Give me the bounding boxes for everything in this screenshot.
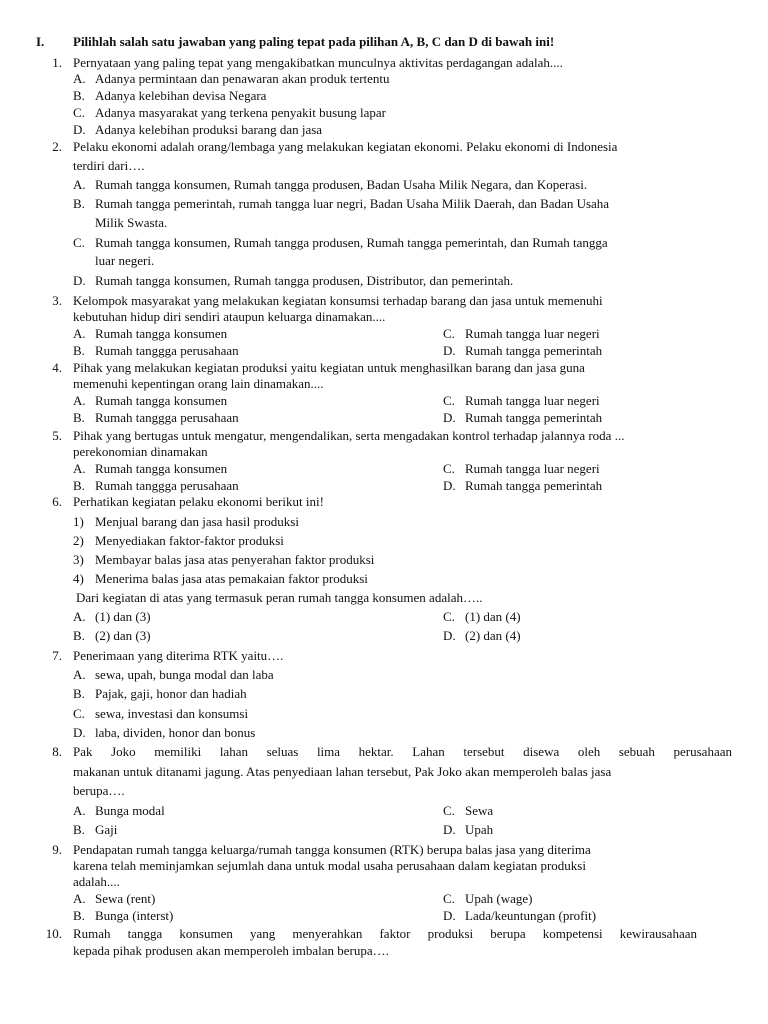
option-letter: A. <box>73 609 86 624</box>
list-item-number: 2) <box>73 533 84 548</box>
question-number: 2. <box>52 139 62 154</box>
option-text: Upah <box>465 822 494 837</box>
option-letter: B. <box>73 686 85 701</box>
question-text: Penerimaan yang diterima RTK yaitu…. <box>73 648 284 663</box>
list-item-text: Membayar balas jasa atas penyerahan faktor produksi <box>95 552 375 567</box>
list-item-number: 1) <box>73 514 84 529</box>
option-text-cont: Milik Swasta. <box>95 215 168 230</box>
option-a <box>73 667 274 683</box>
list-item-number: 4) <box>73 571 84 586</box>
option-b <box>73 478 239 494</box>
option-letter: C. <box>73 706 85 721</box>
option-text: Rumah tangga luar negeri <box>465 461 600 476</box>
option-text: Bunga modal <box>95 803 165 818</box>
question-number: 7. <box>52 648 62 663</box>
question-text-cont: perekonomian dinamakan <box>73 444 208 459</box>
question-prompt: Dari kegiatan di atas yang termasuk peran rumah tangga konsumen adalah….. <box>76 590 483 605</box>
option-letter: C. <box>443 803 455 818</box>
option-text: Rumah tangga pemerintah <box>465 478 603 493</box>
option-letter: C. <box>443 609 455 624</box>
option-d <box>443 478 602 494</box>
option-text: Rumah tangga pemerintah <box>465 410 603 425</box>
option-letter: B. <box>73 88 85 103</box>
option-letter: D. <box>443 343 456 358</box>
question-text: Perhatikan kegiatan pelaku ekonomi berikut ini! <box>73 494 324 509</box>
option-letter: C. <box>443 393 455 408</box>
option-letter: A. <box>73 326 86 341</box>
option-d <box>443 822 493 838</box>
option-c <box>73 235 608 251</box>
option-b <box>73 628 151 644</box>
option-d <box>73 725 255 741</box>
option-b <box>73 822 117 838</box>
option-text: Adanya permintaan dan penawaran akan produk tertentu <box>95 71 390 86</box>
option-text: Gaji <box>95 822 118 837</box>
question-text-cont: memenuhi kepentingan orang lain dinamakan.... <box>73 376 324 391</box>
question-text-cont: kebutuhan hidup diri sendiri ataupun keluarga dinamakan.... <box>73 309 386 324</box>
option-text: Sewa <box>465 803 494 818</box>
question-text-cont: kepada pihak produsen akan memperoleh imbalan berupa…. <box>73 943 389 958</box>
option-letter: C. <box>73 235 85 250</box>
question-number: 9. <box>52 842 62 857</box>
option-text: (2) dan (3) <box>95 628 151 643</box>
list-item <box>73 571 368 587</box>
option-c <box>443 803 493 819</box>
section-number: I. <box>36 34 45 49</box>
option-b <box>73 908 173 924</box>
option-text: Rumah tangga konsumen <box>95 393 228 408</box>
option-c <box>443 891 533 907</box>
option-letter: A. <box>73 803 86 818</box>
question-text: Pihak yang bertugas untuk mengatur, mengendalikan, serta mengadakan kontrol terhadap jalannya roda ... <box>73 428 625 443</box>
option-c <box>443 609 521 625</box>
option-text: Rumah tangga pemerintah <box>465 343 603 358</box>
list-item-text: Menyediakan faktor-faktor produksi <box>95 533 284 548</box>
option-letter: D. <box>73 273 86 288</box>
option-letter: D. <box>443 822 456 837</box>
option-d <box>443 410 602 426</box>
question-text: Pak Joko memiliki lahan seluas lima hektar. Lahan tersebut disewa oleh sebuah perusahaan <box>73 744 732 759</box>
option-text: Adanya kelebihan produksi barang dan jasa <box>95 122 323 137</box>
list-item-text: Menerima balas jasa atas pemakaian faktor produksi <box>95 571 368 586</box>
option-text: Rumah tanggga perusahaan <box>95 478 239 493</box>
option-b <box>73 88 266 104</box>
option-a <box>73 393 227 409</box>
question-text-cont: adalah.... <box>73 874 120 889</box>
option-text: Rumah tanggga perusahaan <box>95 343 239 358</box>
question-number: 5. <box>52 428 62 443</box>
option-letter: A. <box>73 891 86 906</box>
question-text: Pernyataan yang paling tepat yang mengakibatkan munculnya aktivitas perdagangan adalah.... <box>73 55 563 70</box>
option-text: Sewa (rent) <box>95 891 156 906</box>
option-a <box>73 461 227 477</box>
question-number: 1. <box>52 55 62 70</box>
list-item <box>73 552 374 568</box>
option-letter: A. <box>73 393 86 408</box>
option-d <box>443 343 602 359</box>
option-text: (2) dan (4) <box>465 628 521 643</box>
option-letter: B. <box>73 343 85 358</box>
option-a <box>73 609 151 625</box>
option-letter: D. <box>443 410 456 425</box>
option-text: Rumah tangga konsumen, Rumah tangga produsen, Distributor, dan pemerintah. <box>95 273 514 288</box>
option-letter: D. <box>73 725 86 740</box>
option-d <box>73 122 322 138</box>
option-letter: C. <box>443 326 455 341</box>
option-text: sewa, investasi dan konsumsi <box>95 706 249 721</box>
question-number: 3. <box>52 293 62 308</box>
option-a <box>73 326 227 342</box>
option-text: Rumah tangga luar negeri <box>465 326 600 341</box>
option-letter: D. <box>73 122 86 137</box>
question-number: 10. <box>45 926 62 941</box>
option-c <box>443 393 600 409</box>
option-letter: B. <box>73 628 85 643</box>
list-item <box>73 533 284 549</box>
option-text-cont: luar negeri. <box>95 253 155 268</box>
option-text: Rumah tanggga perusahaan <box>95 410 239 425</box>
question-text: Pendapatan rumah tangga keluarga/rumah tangga konsumen (RTK) berupa balas jasa yang diterima <box>73 842 591 857</box>
option-letter: C. <box>73 105 85 120</box>
section-instruction: Pilihlah salah satu jawaban yang paling tepat pada pilihan A, B, C dan D di bawah ini! <box>73 34 555 49</box>
option-text: Adanya kelebihan devisa Negara <box>95 88 267 103</box>
option-text: Rumah tangga luar negeri <box>465 393 600 408</box>
option-text: (1) dan (4) <box>465 609 521 624</box>
option-a <box>73 803 165 819</box>
question-text-cont: makanan untuk ditanami jagung. Atas penyediaan lahan tersebut, Pak Joko akan memperoleh balas jasa <box>73 764 612 779</box>
option-letter: B. <box>73 908 85 923</box>
list-item-text: Menjual barang dan jasa hasil produksi <box>95 514 299 529</box>
option-letter: D. <box>443 478 456 493</box>
option-text: laba, dividen, honor dan bonus <box>95 725 256 740</box>
option-text: Rumah tangga pemerintah, rumah tangga luar negri, Badan Usaha Milik Daerah, dan Badan Usaha <box>95 196 610 211</box>
option-text: Rumah tangga konsumen, Rumah tangga produsen, Badan Usaha Milik Negara, dan Koperasi. <box>95 177 588 192</box>
option-d <box>443 628 521 644</box>
option-c <box>73 105 386 121</box>
question-text: Pelaku ekonomi adalah orang/lembaga yang melakukan kegiatan ekonomi. Pelaku ekonomi di Indonesia <box>73 139 618 154</box>
option-letter: B. <box>73 410 85 425</box>
option-c <box>73 706 248 722</box>
list-item-number: 3) <box>73 552 84 567</box>
question-text: Pihak yang melakukan kegiatan produksi yaitu kegiatan untuk menghasilkan barang dan jasa guna <box>73 360 585 375</box>
question-text: Kelompok masyarakat yang melakukan kegiatan konsumsi terhadap barang dan jasa untuk memenuhi <box>73 293 603 308</box>
option-text: Bunga (interst) <box>95 908 174 923</box>
option-c <box>443 326 600 342</box>
question-number: 6. <box>52 494 62 509</box>
option-b <box>73 410 239 426</box>
option-letter: D. <box>443 628 456 643</box>
option-letter: B. <box>73 478 85 493</box>
option-letter: A. <box>73 667 86 682</box>
question-number: 4. <box>52 360 62 375</box>
question-text: Rumah tangga konsumen yang menyerahkan faktor produksi berupa kompetensi kewirausahaan <box>73 926 697 941</box>
option-text: sewa, upah, bunga modal dan laba <box>95 667 274 682</box>
option-letter: A. <box>73 461 86 476</box>
option-letter: C. <box>443 891 455 906</box>
option-a <box>73 71 390 87</box>
question-text-cont: berupa…. <box>73 783 125 798</box>
option-d <box>73 273 513 289</box>
option-b <box>73 686 247 702</box>
option-text: (1) dan (3) <box>95 609 151 624</box>
option-text: Rumah tangga konsumen <box>95 326 228 341</box>
question-text-cont: karena telah meminjamkan sejumlah dana untuk modal usaha perusahaan dalam kegiatan produksi <box>73 858 586 873</box>
option-letter: A. <box>73 177 86 192</box>
option-letter: B. <box>73 196 85 211</box>
option-letter: B. <box>73 822 85 837</box>
option-b <box>73 196 609 212</box>
option-text: Rumah tangga konsumen <box>95 461 228 476</box>
option-text: Lada/keuntungan (profit) <box>465 908 597 923</box>
option-a <box>73 177 587 193</box>
option-b <box>73 343 239 359</box>
option-a <box>73 891 155 907</box>
option-c <box>443 461 600 477</box>
option-d <box>443 908 596 924</box>
list-item <box>73 514 299 530</box>
option-text: Rumah tangga konsumen, Rumah tangga produsen, Rumah tangga pemerintah, dan Rumah tangga <box>95 235 608 250</box>
question-number: 8. <box>52 744 62 759</box>
option-text: Upah (wage) <box>465 891 533 906</box>
option-letter: C. <box>443 461 455 476</box>
question-text-cont: terdiri dari…. <box>73 158 145 173</box>
option-text: Pajak, gaji, honor dan hadiah <box>95 686 247 701</box>
option-letter: A. <box>73 71 86 86</box>
option-letter: D. <box>443 908 456 923</box>
option-text: Adanya masyarakat yang terkena penyakit busung lapar <box>95 105 386 120</box>
